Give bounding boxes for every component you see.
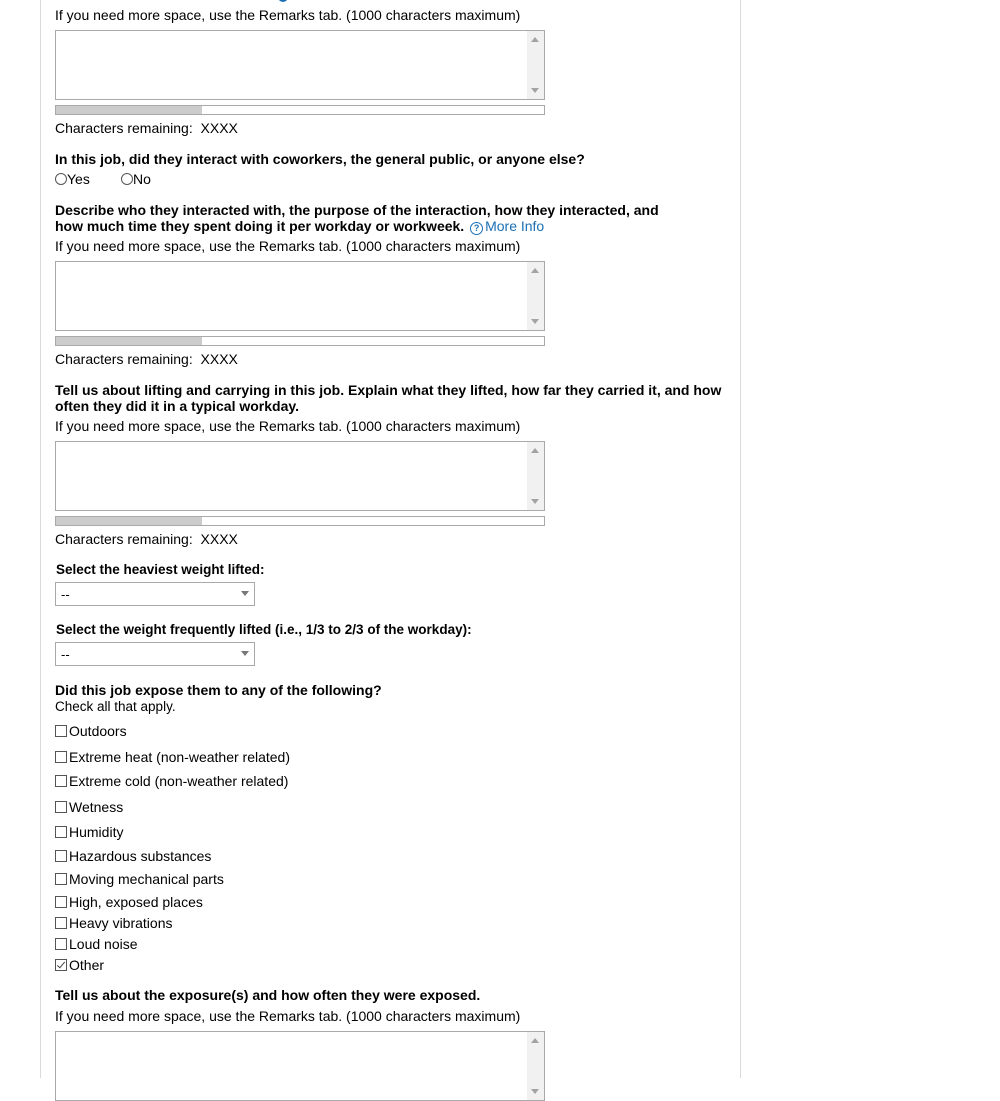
exposure-checkbox[interactable] [55,896,67,908]
exposure-checkbox-label[interactable]: Humidity [69,824,124,840]
character-counter-bar [55,516,545,526]
counter-fill [56,106,202,114]
scroll-up-icon[interactable] [531,37,539,42]
scroll-down-icon[interactable] [531,88,539,93]
frequent-weight-label: Select the weight frequently lifted (i.e., 1/3 to 2/3 of the workday): [56,622,472,637]
exposure-checkbox[interactable] [55,775,67,787]
exposure-checkbox[interactable] [55,751,67,763]
exposure-checkbox[interactable] [55,826,67,838]
radio-yes[interactable] [55,173,67,185]
exposure-checkbox-label[interactable]: Heavy vibrations [69,915,173,931]
textarea-scrollbar[interactable] [527,262,544,330]
scroll-up-icon[interactable] [531,268,539,273]
exposure-checkbox[interactable] [55,725,67,737]
remarks-hint: If you need more space, use the Remarks tab. (1000 characters maximum) [55,1008,521,1024]
heaviest-weight-label: Select the heaviest weight lifted: [56,562,265,577]
counter-fill [56,337,202,345]
remarks-hint: If you need more space, use the Remarks tab. (1000 characters maximum) [55,238,521,254]
characters-remaining-label: Characters remaining: [55,351,193,367]
describe-question-text: how much time they spent doing it per workday or workweek. [55,218,465,234]
lifting-question-line2: often they did it in a typical workday. [55,398,300,414]
characters-remaining [55,351,238,367]
character-counter-bar [55,105,545,115]
exposure-checkbox[interactable] [55,801,67,813]
characters-remaining-label: Characters remaining: [55,120,193,136]
radio-yes-label: Yes [67,171,90,187]
scroll-up-icon[interactable] [531,1038,539,1043]
lifting-textarea[interactable] [55,441,545,511]
exposure-checkbox-label[interactable]: Extreme cold (non-weather related) [69,773,289,789]
textarea-scrollbar[interactable] [527,1032,544,1100]
characters-remaining-value: XXXX [200,351,238,367]
remarks-hint: If you need more space, use the Remarks tab. (1000 characters maximum) [55,7,521,23]
help-circle-icon[interactable]: ? [470,222,483,235]
counter-fill [56,517,202,525]
heaviest-weight-select[interactable] [55,582,255,606]
characters-remaining [55,120,238,136]
exposure-checkbox-label[interactable]: Outdoors [69,723,127,739]
characters-remaining [55,531,238,547]
characters-remaining-label: Characters remaining: [55,531,193,547]
more-info-link[interactable]: More Info [485,218,545,234]
exposure-checkbox-label[interactable]: Hazardous substances [69,848,212,864]
interaction-textarea[interactable] [55,261,545,331]
scroll-down-icon[interactable] [531,319,539,324]
exposure-checkbox-label[interactable]: Moving mechanical parts [69,871,224,887]
chevron-down-icon[interactable] [241,591,249,596]
textarea-scrollbar[interactable] [527,31,544,99]
exposure-checkbox-label[interactable]: High, exposed places [69,894,203,910]
scroll-up-icon[interactable] [531,448,539,453]
describe-question-line1: Describe who they interacted with, the purpose of the interaction, how they interacted, and [55,202,659,218]
frequent-weight-select[interactable] [55,642,255,666]
frequent-weight-value: -- [61,647,70,662]
description-textarea-1[interactable] [55,30,545,100]
radio-no-label: No [133,171,151,187]
textarea-scrollbar[interactable] [527,442,544,510]
exposure-checkbox[interactable] [55,850,67,862]
character-counter-bar [55,336,545,346]
chevron-down-icon[interactable] [241,651,249,656]
heaviest-weight-value: -- [61,587,70,602]
remarks-hint: If you need more space, use the Remarks tab. (1000 characters maximum) [55,418,521,434]
scroll-down-icon[interactable] [531,1089,539,1094]
exposure-detail-question: Tell us about the exposure(s) and how often they were exposed. [55,987,481,1003]
interact-question: In this job, did they interact with coworkers, the general public, or anyone else? [55,151,585,167]
characters-remaining-value: XXXX [200,531,238,547]
exposure-checkbox[interactable] [55,959,67,971]
exposure-checkbox-label[interactable]: Wetness [69,799,124,815]
radio-no[interactable] [121,173,133,185]
exposure-question: Did this job expose them to any of the following? [55,682,382,698]
lifting-question-line1: Tell us about lifting and carrying in this job. Explain what they lifted, how far they carried it, and how [55,382,722,398]
exposure-instruction: Check all that apply. [55,699,176,714]
exposure-checkbox-label[interactable]: Extreme heat (non-weather related) [69,749,290,765]
exposure-checkbox-label[interactable]: Other [69,957,105,973]
exposure-textarea[interactable] [55,1031,545,1101]
scroll-down-icon[interactable] [531,499,539,504]
characters-remaining-value: XXXX [200,120,238,136]
interact-yes-option[interactable] [55,171,90,187]
exposure-checkbox-label[interactable]: Loud noise [69,936,138,952]
describe-question-line2 [55,218,544,235]
exposure-checkbox[interactable] [55,917,67,929]
exposure-checkbox[interactable] [55,873,67,885]
interact-no-option[interactable] [121,171,151,187]
exposure-checkbox[interactable] [55,938,67,950]
